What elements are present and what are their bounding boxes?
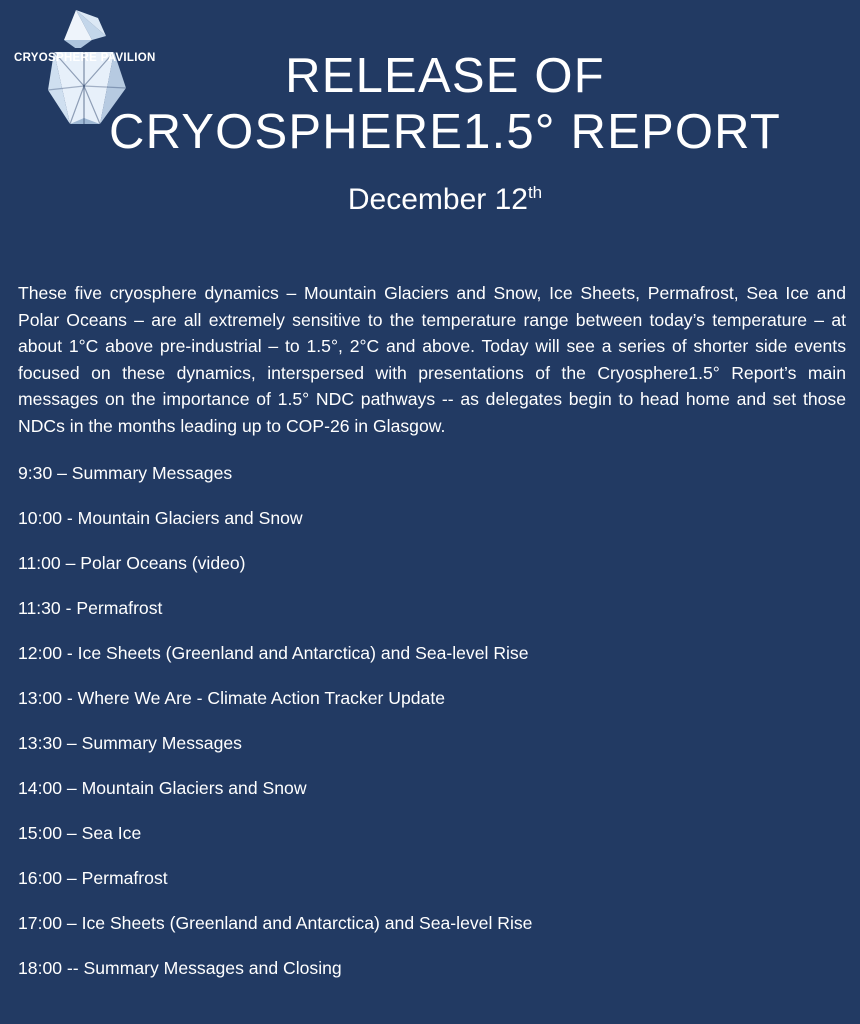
list-item: 17:00 – Ice Sheets (Greenland and Antarctica) and Sea-level Rise xyxy=(18,913,533,933)
list-item: 18:00 -- Summary Messages and Closing xyxy=(18,958,342,978)
event-date xyxy=(0,176,860,217)
list-item: 13:30 – Summary Messages xyxy=(18,733,242,753)
list-item: 10:00 - Mountain Glaciers and Snow xyxy=(18,508,303,528)
list-item: 13:00 - Where We Are - Climate Action Tracker Update xyxy=(18,688,445,708)
list-item: 9:30 – Summary Messages xyxy=(18,463,233,483)
logo-wordmark: CRYOSPHERE PAVILION xyxy=(14,52,156,64)
list-item: 11:30 - Permafrost xyxy=(18,598,163,618)
intro-paragraph: These five cryosphere dynamics – Mountain Glaciers and Snow, Ice Sheets, Permafrost, Sea Ice and Polar Oceans – are all extremely sensitive to the temperature range between today’s temperature – at about 1°C above pre-industrial – to 1.5°, 2°C and above. Today will see a series of shorter side events focused on these dynamics, interspersed with presentations of the Cryosphere1.5° Report’s main messages on the importance of 1.5° NDC pathways -- as delegates begin to head home and set those NDCs in the months leading up to COP-26 in Glasgow. xyxy=(18,283,846,436)
page-title-line1: RELEASE OF xyxy=(285,49,605,103)
page-title-line2: CRYOSPHERE1.5° REPORT xyxy=(108,105,781,159)
list-item: 12:00 - Ice Sheets (Greenland and Antarctica) and Sea-level Rise xyxy=(18,643,529,663)
poster-header xyxy=(0,48,860,217)
event-date-suffix: th xyxy=(527,183,543,202)
list-item: 11:00 – Polar Oceans (video) xyxy=(18,553,246,573)
list-item: 16:00 – Permafrost xyxy=(18,868,168,888)
schedule-list xyxy=(18,462,846,1002)
event-date-main: December 12 xyxy=(347,183,528,216)
list-item: 15:00 – Sea Ice xyxy=(18,823,142,843)
list-item: 14:00 – Mountain Glaciers and Snow xyxy=(18,778,307,798)
